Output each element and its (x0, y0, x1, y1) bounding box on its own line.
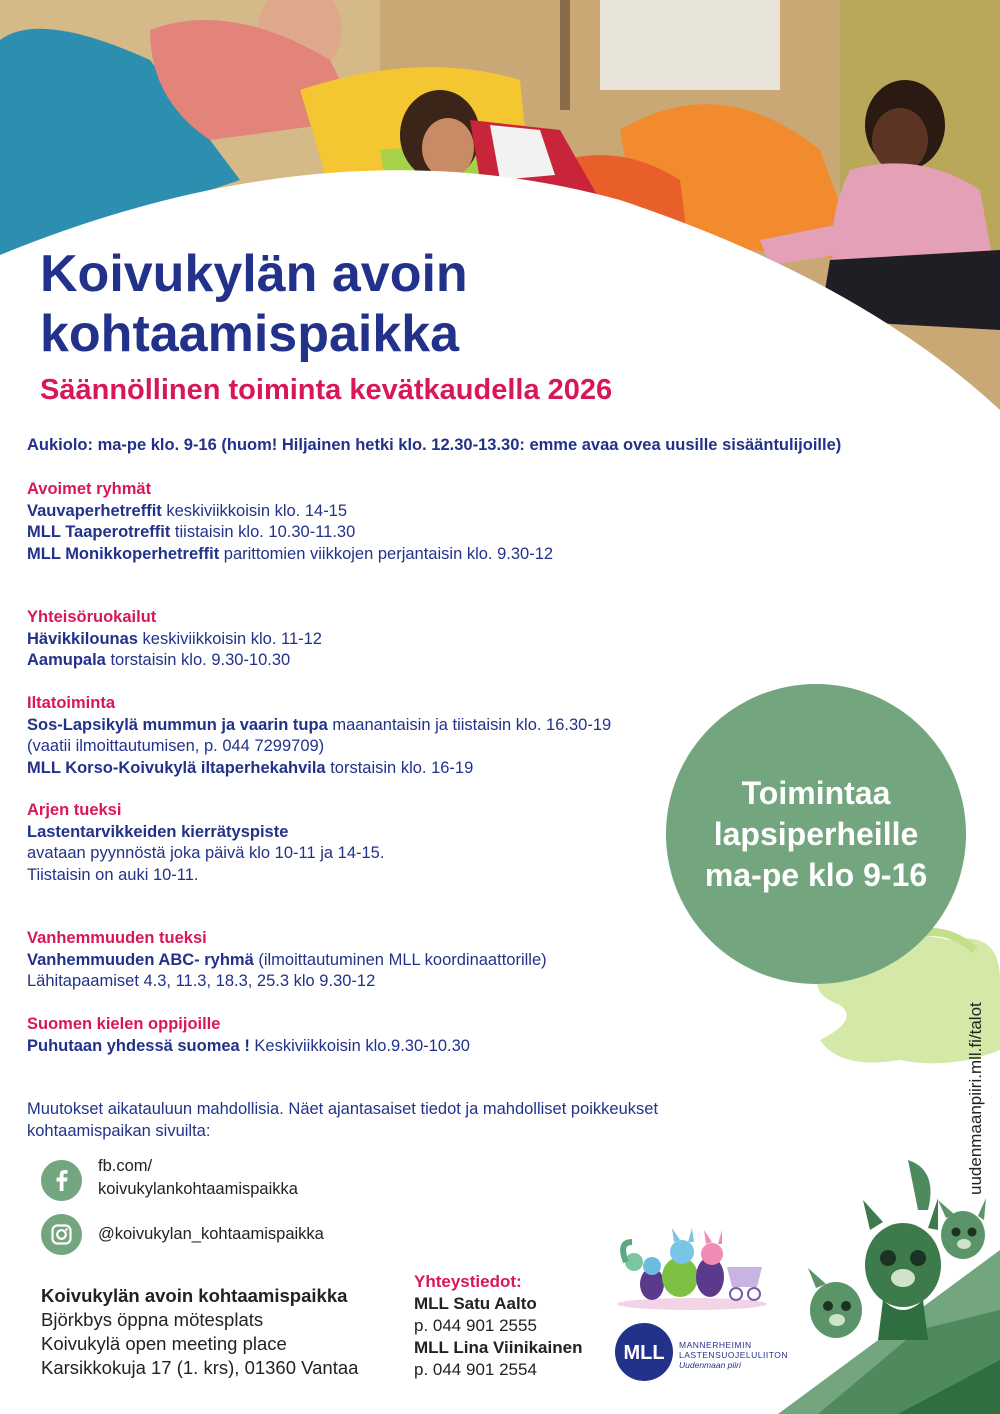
page-subtitle: Säännöllinen toiminta kevätkaudella 2026 (40, 374, 613, 406)
list-item-line: avataan pyynnöstä joka päivä klo 10-11 ja 14-15. (27, 844, 385, 862)
schedule-note: Muutokset aikatauluun mahdollisia. Näet ajantasaiset tiedot ja mahdolliset poikkeukset kohtaamispaikan sivuilta: (27, 1100, 659, 1140)
section-evening (27, 693, 611, 779)
list-item: Aamupala torstaisin klo. 9.30-10.30 (27, 651, 291, 669)
facebook-link[interactable]: fb.com/ koivukylankohtaamispaikka (98, 1157, 298, 1198)
list-item: Sos-Lapsikylä mummun ja vaarin tupa maanantaisin ja tiistaisin klo. 16.30-19 (27, 715, 612, 734)
circle-line-1: Toimintaa (741, 774, 891, 811)
section-parenting (27, 928, 547, 993)
squirrels-illustration (778, 1160, 1000, 1414)
list-item: Vauvaperhetreffit keskiviikkoisin klo. 14-15 (27, 501, 348, 520)
section-heading: Suomen kielen oppijoille (27, 1015, 221, 1033)
hours-circle-badge (666, 684, 966, 984)
list-item: MLL Taaperotreffit tiistaisin klo. 10.30-11.30 (27, 523, 356, 541)
section-open-groups (27, 479, 553, 565)
instagram-link[interactable]: @koivukylan_kohtaamispaikka (98, 1225, 324, 1243)
page-title (40, 244, 468, 364)
address-name: Koivukylän avoin kohtaamispaikka (41, 1285, 348, 1306)
opening-hours: Aukiolo: ma-pe klo. 9-16 (huom! Hiljainen hetki klo. 12.30-13.30: emme avaa ovea uusille sisääntulijoille) (27, 436, 842, 454)
list-item: Puhutaan yhdessä suomea ! Keskiviikkoisin klo.9.30-10.30 (27, 1036, 470, 1055)
facebook-icon[interactable] (41, 1160, 82, 1201)
section-heading: Iltatoiminta (27, 694, 116, 712)
logo-mark: MLL (623, 1342, 665, 1364)
mll-logo (614, 1322, 674, 1382)
address-street: Karsikkokuja 17 (1. krs), 01360 Vantaa (41, 1357, 359, 1378)
list-item: MLL Korso-Koivukylä iltaperhekahvila torstaisin klo. 16-19 (27, 758, 474, 777)
title-line-2: kohtaamispaikka (40, 305, 460, 363)
section-finnish (27, 1014, 470, 1057)
contact-person-2: MLL Lina Viinikainen (414, 1338, 583, 1357)
section-heading: Arjen tueksi (27, 801, 122, 819)
circle-line-3: ma-pe klo 9-16 (704, 856, 928, 893)
contacts-block (414, 1271, 582, 1381)
mll-logo-text: MANNERHEIMIN LASTENSUOJELULIITON Uudenmaan piiri (679, 1340, 789, 1370)
list-item: MLL Monikkoperhetreffit parittomien viikkojen perjantaisin klo. 9.30-12 (27, 544, 554, 563)
list-item: Lastentarvikkeiden kierrätyspiste (27, 822, 289, 841)
address-block (41, 1284, 358, 1380)
mll-mascots-illustration (612, 1222, 772, 1312)
address-swedish: Björkbys öppna mötesplats (41, 1309, 264, 1330)
website-url[interactable]: uudenmaanpiiri.mll.fi/talot (966, 1002, 985, 1195)
list-item-line: Tiistaisin on auki 10-11. (27, 865, 199, 884)
contacts-heading: Yhteystiedot: (414, 1272, 522, 1291)
section-meals (27, 607, 322, 672)
list-item-note: (vaatii ilmoittautumisen, p. 044 7299709) (27, 737, 325, 755)
title-line-1: Koivukylän avoin (40, 245, 468, 303)
list-item-line: Lähitapaamiset 4.3, 11.3, 18.3, 25.3 klo 9.30-12 (27, 972, 376, 990)
list-item: Hävikkilounas keskiviikkoisin klo. 11-12 (27, 629, 322, 648)
section-heading: Avoimet ryhmät (27, 480, 152, 498)
contact-phone-2: p. 044 901 2554 (414, 1360, 537, 1379)
section-heading: Yhteisöruokailut (27, 608, 157, 626)
circle-line-2: lapsiperheille (713, 815, 919, 852)
section-everyday (27, 800, 384, 886)
contact-person-1: MLL Satu Aalto (414, 1294, 537, 1313)
section-heading: Vanhemmuuden tueksi (27, 929, 207, 947)
address-english: Koivukylä open meeting place (41, 1333, 287, 1354)
contact-phone-1: p. 044 901 2555 (414, 1316, 537, 1335)
list-item: Vanhemmuuden ABC- ryhmä (ilmoittautuminen MLL koordinaattorille) (27, 950, 547, 969)
instagram-icon[interactable] (41, 1214, 82, 1255)
